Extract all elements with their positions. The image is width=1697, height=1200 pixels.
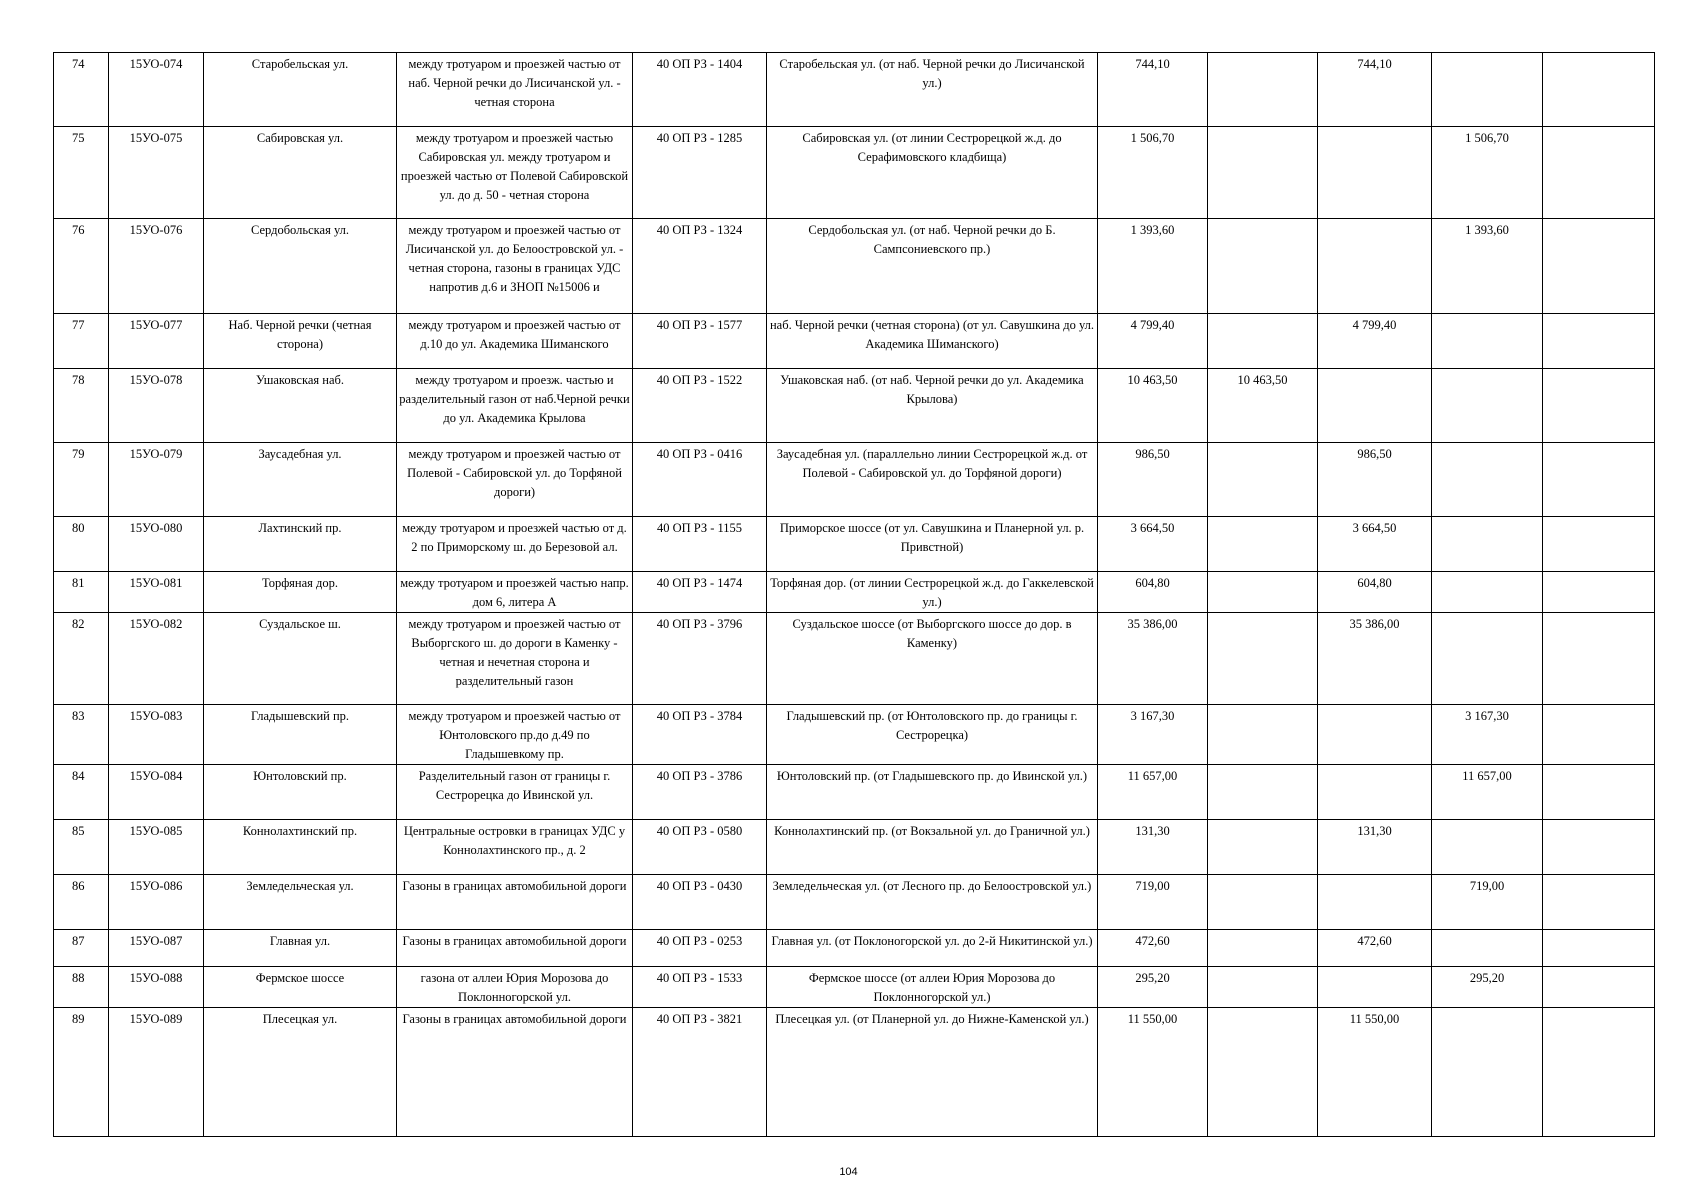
area-total-cell: 131,30 — [1098, 820, 1208, 875]
area-col-4-cell — [1543, 517, 1655, 572]
area-col-3-cell — [1432, 443, 1543, 517]
road-name-cell: Старобельская ул. (от наб. Черной речки до Лисичанской ул.) — [767, 53, 1098, 127]
area-total-cell: 744,10 — [1098, 53, 1208, 127]
road-id-cell: 40 ОП РЗ - 1404 — [633, 53, 767, 127]
object-code-cell: 15УО-076 — [109, 219, 204, 314]
area-col-1-cell — [1208, 127, 1318, 219]
area-total-cell: 719,00 — [1098, 875, 1208, 930]
area-total-cell: 4 799,40 — [1098, 314, 1208, 369]
object-code-cell: 15УО-088 — [109, 967, 204, 1008]
street-name-cell: Старобельская ул. — [204, 53, 397, 127]
road-name-cell: Сабировская ул. (от линии Сестрорецкой ж.д. до Серафимовского кладбища) — [767, 127, 1098, 219]
object-code-cell: 15УО-089 — [109, 1008, 204, 1137]
area-col-4-cell — [1543, 314, 1655, 369]
area-col-3-cell — [1432, 517, 1543, 572]
street-name-cell: Заусадебная ул. — [204, 443, 397, 517]
road-name-cell: Суздальское шоссе (от Выборгского шоссе до дор. в Каменку) — [767, 613, 1098, 705]
area-col-1-cell — [1208, 967, 1318, 1008]
object-code-cell: 15УО-077 — [109, 314, 204, 369]
area-col-2-cell: 11 550,00 — [1318, 1008, 1432, 1137]
street-name-cell: Ушаковская наб. — [204, 369, 397, 443]
table-row — [54, 820, 1655, 875]
area-col-3-cell — [1432, 53, 1543, 127]
street-name-cell: Фермское шоссе — [204, 967, 397, 1008]
area-col-2-cell — [1318, 127, 1432, 219]
road-name-cell: наб. Черной речки (четная сторона) (от ул. Савушкина до ул. Академика Шиманского) — [767, 314, 1098, 369]
object-code-cell: 15УО-079 — [109, 443, 204, 517]
area-col-4-cell — [1543, 1008, 1655, 1137]
table-row — [54, 875, 1655, 930]
area-description-cell: Газоны в границах автомобильной дороги — [397, 930, 633, 967]
table-row — [54, 572, 1655, 613]
area-col-4-cell — [1543, 613, 1655, 705]
row-number-cell: 83 — [54, 705, 109, 765]
area-total-cell: 604,80 — [1098, 572, 1208, 613]
road-id-cell: 40 ОП РЗ - 3784 — [633, 705, 767, 765]
road-name-cell: Приморское шоссе (от ул. Савушкина и Планерной ул. р. Привстной) — [767, 517, 1098, 572]
road-id-cell: 40 ОП РЗ - 1522 — [633, 369, 767, 443]
road-id-cell: 40 ОП РЗ - 1155 — [633, 517, 767, 572]
area-total-cell: 986,50 — [1098, 443, 1208, 517]
area-col-3-cell — [1432, 572, 1543, 613]
area-col-3-cell — [1432, 369, 1543, 443]
table-row — [54, 967, 1655, 1008]
row-number-cell: 86 — [54, 875, 109, 930]
area-col-4-cell — [1543, 219, 1655, 314]
road-id-cell: 40 ОП РЗ - 1285 — [633, 127, 767, 219]
road-id-cell: 40 ОП РЗ - 0416 — [633, 443, 767, 517]
table-row — [54, 613, 1655, 705]
area-col-4-cell — [1543, 369, 1655, 443]
area-col-4-cell — [1543, 930, 1655, 967]
table-row — [54, 1008, 1655, 1137]
area-col-1-cell — [1208, 1008, 1318, 1137]
area-col-2-cell: 4 799,40 — [1318, 314, 1432, 369]
area-col-1-cell: 10 463,50 — [1208, 369, 1318, 443]
road-id-cell: 40 ОП РЗ - 0430 — [633, 875, 767, 930]
area-col-3-cell: 11 657,00 — [1432, 765, 1543, 820]
area-total-cell: 11 550,00 — [1098, 1008, 1208, 1137]
street-name-cell: Лахтинский пр. — [204, 517, 397, 572]
area-col-2-cell — [1318, 369, 1432, 443]
area-col-1-cell — [1208, 53, 1318, 127]
road-name-cell: Коннолахтинский пр. (от Вокзальной ул. до Граничной ул.) — [767, 820, 1098, 875]
street-name-cell: Юнтоловский пр. — [204, 765, 397, 820]
row-number-cell: 76 — [54, 219, 109, 314]
area-col-3-cell: 1 393,60 — [1432, 219, 1543, 314]
area-col-2-cell: 744,10 — [1318, 53, 1432, 127]
area-total-cell: 472,60 — [1098, 930, 1208, 967]
area-description-cell: между тротуаром и проезжей частью от д.10 до ул. Академика Шиманского — [397, 314, 633, 369]
area-total-cell: 1 506,70 — [1098, 127, 1208, 219]
area-col-4-cell — [1543, 127, 1655, 219]
object-code-cell: 15УО-081 — [109, 572, 204, 613]
row-number-cell: 85 — [54, 820, 109, 875]
road-name-cell: Гладышевский пр. (от Юнтоловского пр. до границы г. Сестрорецка) — [767, 705, 1098, 765]
area-col-4-cell — [1543, 443, 1655, 517]
road-id-cell: 40 ОП РЗ - 0253 — [633, 930, 767, 967]
area-description-cell: Газоны в границах автомобильной дороги — [397, 1008, 633, 1137]
area-col-2-cell — [1318, 219, 1432, 314]
area-col-2-cell — [1318, 765, 1432, 820]
street-name-cell: Торфяная дор. — [204, 572, 397, 613]
object-code-cell: 15УО-083 — [109, 705, 204, 765]
area-col-1-cell — [1208, 613, 1318, 705]
area-total-cell: 35 386,00 — [1098, 613, 1208, 705]
area-col-1-cell — [1208, 930, 1318, 967]
area-total-cell: 10 463,50 — [1098, 369, 1208, 443]
table-row — [54, 705, 1655, 765]
row-number-cell: 78 — [54, 369, 109, 443]
street-name-cell: Плесецкая ул. — [204, 1008, 397, 1137]
area-description-cell: Газоны в границах автомобильной дороги — [397, 875, 633, 930]
street-name-cell: Сабировская ул. — [204, 127, 397, 219]
street-name-cell: Гладышевский пр. — [204, 705, 397, 765]
road-name-cell: Сердобольская ул. (от наб. Черной речки до Б. Сампсониевского пр.) — [767, 219, 1098, 314]
area-col-1-cell — [1208, 314, 1318, 369]
area-total-cell: 295,20 — [1098, 967, 1208, 1008]
area-col-2-cell — [1318, 875, 1432, 930]
area-col-1-cell — [1208, 572, 1318, 613]
area-col-4-cell — [1543, 765, 1655, 820]
area-total-cell: 3 167,30 — [1098, 705, 1208, 765]
area-col-4-cell — [1543, 967, 1655, 1008]
object-code-cell: 15УО-074 — [109, 53, 204, 127]
road-name-cell: Заусадебная ул. (параллельно линии Сестрорецкой ж.д. от Полевой - Сабировской ул. до Торфяной дороги) — [767, 443, 1098, 517]
area-col-3-cell: 719,00 — [1432, 875, 1543, 930]
area-col-4-cell — [1543, 572, 1655, 613]
area-col-4-cell — [1543, 875, 1655, 930]
area-col-1-cell — [1208, 765, 1318, 820]
object-code-cell: 15УО-078 — [109, 369, 204, 443]
row-number-cell: 80 — [54, 517, 109, 572]
area-col-3-cell — [1432, 613, 1543, 705]
table-row — [54, 219, 1655, 314]
area-col-2-cell: 986,50 — [1318, 443, 1432, 517]
row-number-cell: 82 — [54, 613, 109, 705]
area-description-cell: между тротуаром и проезж. частью и разделительный газон от наб.Черной речки до ул. Академика Крылова — [397, 369, 633, 443]
area-col-2-cell: 3 664,50 — [1318, 517, 1432, 572]
area-col-3-cell: 295,20 — [1432, 967, 1543, 1008]
object-code-cell: 15УО-086 — [109, 875, 204, 930]
street-name-cell: Суздальское ш. — [204, 613, 397, 705]
road-name-cell: Торфяная дор. (от линии Сестрорецкой ж.д. до Гаккелевской ул.) — [767, 572, 1098, 613]
data-table — [53, 52, 1655, 1137]
street-name-cell: Земледельческая ул. — [204, 875, 397, 930]
road-name-cell: Плесецкая ул. (от Планерной ул. до Нижне-Каменской ул.) — [767, 1008, 1098, 1137]
area-col-1-cell — [1208, 443, 1318, 517]
area-description-cell: между тротуаром и проезжей частью от Юнтоловского пр.до д.49 по Гладышевкому пр. — [397, 705, 633, 765]
row-number-cell: 74 — [54, 53, 109, 127]
table-row — [54, 314, 1655, 369]
area-description-cell: между тротуаром и проезжей частью от Полевой - Сабировской ул. до Торфяной дороги) — [397, 443, 633, 517]
area-description-cell: между тротуаром и проезжей частью Сабировская ул. между тротуаром и проезжей частью от Полевой Сабировской ул. до д. 50 - четная сторона — [397, 127, 633, 219]
area-col-3-cell: 1 506,70 — [1432, 127, 1543, 219]
object-code-cell: 15УО-085 — [109, 820, 204, 875]
area-col-2-cell: 604,80 — [1318, 572, 1432, 613]
area-col-1-cell — [1208, 820, 1318, 875]
area-total-cell: 3 664,50 — [1098, 517, 1208, 572]
road-id-cell: 40 ОП РЗ - 1533 — [633, 967, 767, 1008]
road-id-cell: 40 ОП РЗ - 0580 — [633, 820, 767, 875]
row-number-cell: 89 — [54, 1008, 109, 1137]
object-code-cell: 15УО-087 — [109, 930, 204, 967]
area-col-1-cell — [1208, 219, 1318, 314]
road-name-cell: Главная ул. (от Поклоногорской ул. до 2-й Никитинской ул.) — [767, 930, 1098, 967]
area-col-2-cell — [1318, 705, 1432, 765]
road-id-cell: 40 ОП РЗ - 1577 — [633, 314, 767, 369]
area-col-2-cell: 472,60 — [1318, 930, 1432, 967]
table-row — [54, 517, 1655, 572]
table-row — [54, 127, 1655, 219]
area-description-cell: между тротуаром и проезжей частью от Выборгского ш. до дороги в Каменку - четная и нечетная сторона и разделительный газон — [397, 613, 633, 705]
road-id-cell: 40 ОП РЗ - 3796 — [633, 613, 767, 705]
area-col-1-cell — [1208, 875, 1318, 930]
area-description-cell: между тротуаром и проезжей частью от д. 2 по Приморскому ш. до Березовой ал. — [397, 517, 633, 572]
area-col-2-cell: 131,30 — [1318, 820, 1432, 875]
row-number-cell: 81 — [54, 572, 109, 613]
area-col-3-cell — [1432, 1008, 1543, 1137]
table-row — [54, 930, 1655, 967]
row-number-cell: 75 — [54, 127, 109, 219]
street-name-cell: Коннолахтинский пр. — [204, 820, 397, 875]
area-description-cell: между тротуаром и проезжей частью от Лисичанской ул. до Белоостровской ул. - четная сторона, газоны в границах УДС напротив д.6 и ЗНОП №15006 и — [397, 219, 633, 314]
row-number-cell: 79 — [54, 443, 109, 517]
row-number-cell: 77 — [54, 314, 109, 369]
object-code-cell: 15УО-075 — [109, 127, 204, 219]
row-number-cell: 87 — [54, 930, 109, 967]
table-row — [54, 765, 1655, 820]
table-row — [54, 53, 1655, 127]
area-col-3-cell — [1432, 820, 1543, 875]
area-col-3-cell — [1432, 314, 1543, 369]
street-name-cell: Наб. Черной речки (четная сторона) — [204, 314, 397, 369]
road-id-cell: 40 ОП РЗ - 1324 — [633, 219, 767, 314]
table-row — [54, 443, 1655, 517]
area-description-cell: между тротуаром и проезжей частью от наб. Черной речки до Лисичанской ул. - четная сторона — [397, 53, 633, 127]
area-description-cell: Разделительный газон от границы г. Сестрорецка до Ивинской ул. — [397, 765, 633, 820]
area-description-cell: Центральные островки в границах УДС у Коннолахтинского пр., д. 2 — [397, 820, 633, 875]
road-name-cell: Ушаковская наб. (от наб. Черной речки до ул. Академика Крылова) — [767, 369, 1098, 443]
area-col-4-cell — [1543, 53, 1655, 127]
area-col-1-cell — [1208, 517, 1318, 572]
street-name-cell: Сердобольская ул. — [204, 219, 397, 314]
road-name-cell: Фермское шоссе (от аллеи Юрия Морозова до Поклонногорской ул.) — [767, 967, 1098, 1008]
area-col-3-cell — [1432, 930, 1543, 967]
table-row — [54, 369, 1655, 443]
object-code-cell: 15УО-082 — [109, 613, 204, 705]
road-name-cell: Земледельческая ул. (от Лесного пр. до Белоостровской ул.) — [767, 875, 1098, 930]
area-col-4-cell — [1543, 820, 1655, 875]
area-col-3-cell: 3 167,30 — [1432, 705, 1543, 765]
area-col-2-cell: 35 386,00 — [1318, 613, 1432, 705]
page-number: 104 — [839, 1166, 858, 1178]
row-number-cell: 84 — [54, 765, 109, 820]
area-total-cell: 11 657,00 — [1098, 765, 1208, 820]
object-code-cell: 15УО-080 — [109, 517, 204, 572]
area-description-cell: между тротуаром и проезжей частью напр. дом 6, литера А — [397, 572, 633, 613]
road-name-cell: Юнтоловский пр. (от Гладышевского пр. до Ивинской ул.) — [767, 765, 1098, 820]
object-code-cell: 15УО-084 — [109, 765, 204, 820]
area-col-4-cell — [1543, 705, 1655, 765]
area-description-cell: газона от аллеи Юрия Морозова до Поклонногорской ул. — [397, 967, 633, 1008]
street-name-cell: Главная ул. — [204, 930, 397, 967]
road-id-cell: 40 ОП РЗ - 3786 — [633, 765, 767, 820]
area-total-cell: 1 393,60 — [1098, 219, 1208, 314]
area-col-2-cell — [1318, 967, 1432, 1008]
area-col-1-cell — [1208, 705, 1318, 765]
road-id-cell: 40 ОП РЗ - 3821 — [633, 1008, 767, 1137]
row-number-cell: 88 — [54, 967, 109, 1008]
road-id-cell: 40 ОП РЗ - 1474 — [633, 572, 767, 613]
